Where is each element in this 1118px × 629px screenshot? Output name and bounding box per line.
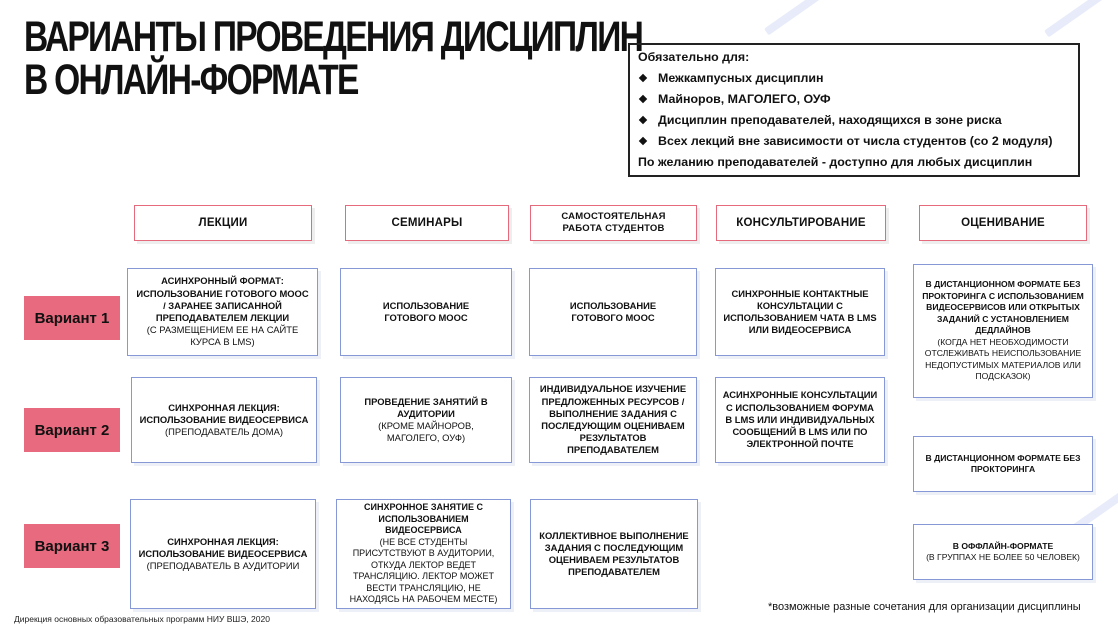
cell-v1-lectures: АСИНХРОННЫЙ ФОРМАТ: ИСПОЛЬЗОВАНИЕ ГОТОВОГО МООС / ЗАРАНЕЕ ЗАПИСАННОЙ ПРЕПОДАВАТЕЛЕМ ЛЕКЦИИ (С РАЗМЕЩЕНИЕМ ЕЕ НА САЙТЕ КУРСА В LMS) [127,268,318,356]
page-title [24,13,643,104]
bullet-icon [639,116,647,124]
title-line-2: В ОНЛАЙН-ФОРМАТЕ [24,56,358,104]
bullet-icon [639,95,647,103]
requirements-heading: Обязательно для: [638,50,750,64]
variant-label-2: Вариант 2 [24,408,120,452]
requirement-item: Всех лекций вне зависимости от числа студентов (со 2 модуля) [638,134,1070,148]
requirements-footer: По желанию преподавателей - доступно для любых дисциплин [638,155,1033,169]
column-header-consulting: КОНСУЛЬТИРОВАНИЕ [716,205,886,241]
cell-v2-lectures: СИНХРОННАЯ ЛЕКЦИЯ: ИСПОЛЬЗОВАНИЕ ВИДЕОСЕРВИСА (ПРЕПОДАВАТЕЛЬ ДОМА) [131,377,317,463]
cell-v1-self-study: ИСПОЛЬЗОВАНИЕ ГОТОВОГО МООС [529,268,697,356]
cell-v2-assessment: В ДИСТАНЦИОННОМ ФОРМАТЕ БЕЗ ПРОКТОРИНГА [913,436,1093,492]
variant-label-1: Вариант 1 [24,296,120,340]
cell-v2-seminars: ПРОВЕДЕНИЕ ЗАНЯТИЙ В АУДИТОРИИ (КРОМЕ МАЙНОРОВ, МАГОЛЕГО, ОУФ) [340,377,512,463]
decorative-stripe [764,0,826,35]
requirement-item: Дисциплин преподавателей, находящихся в зоне риска [638,113,1070,127]
bullet-icon [639,74,647,82]
requirement-item: Межкампусных дисциплин [638,71,1070,85]
column-header-lectures: ЛЕКЦИИ [134,205,312,241]
cell-v3-self-study: КОЛЛЕКТИВНОЕ ВЫПОЛНЕНИЕ ЗАДАНИЯ С ПОСЛЕДУЮЩИМ ОЦЕНИВАЕМ РЕЗУЛЬТАТОВ ПРЕПОДАВАТЕЛЕМ [530,499,698,609]
requirements-box [628,43,1080,177]
column-header-seminars: СЕМИНАРЫ [345,205,509,241]
column-header-assessment: ОЦЕНИВАНИЕ [919,205,1087,241]
requirement-item: Майноров, МАГОЛЕГО, ОУФ [638,92,1070,106]
decorative-stripe [1044,0,1106,37]
column-header-self-study: САМОСТОЯТЕЛЬНАЯ РАБОТА СТУДЕНТОВ [530,205,697,241]
footer-credit: Дирекция основных образовательных программ НИУ ВШЭ, 2020 [14,614,270,624]
cell-v1-seminars: ИСПОЛЬЗОВАНИЕ ГОТОВОГО МООС [340,268,512,356]
footer-note: *возможные разные сочетания для организации дисциплины [768,601,1081,613]
variant-label-3: Вариант 3 [24,524,120,568]
cell-v3-assessment: В ОФФЛАЙН-ФОРМАТЕ (В ГРУППАХ НЕ БОЛЕЕ 50 ЧЕЛОВЕК) [913,524,1093,580]
cell-v1-assessment: В ДИСТАНЦИОННОМ ФОРМАТЕ БЕЗ ПРОКТОРИНГА С ИСПОЛЬЗОВАНИЕМ ВИДЕОСЕРВИСОВ ИЛИ ОТКРЫТЫХ ЗАДАНИЙ С УСТАНОВЛЕНИЕМ ДЕДЛАЙНОВ (КОГДА НЕТ НЕОБХОДИМОСТИ ОТСЛЕЖИВАТЬ НЕИСПОЛЬЗОВАНИЕ НЕДОПУСТИМЫХ МАТЕРИАЛОВ ИЛИ ПОДСКАЗОК) [913,264,1093,398]
cell-v3-seminars: СИНХРОННОЕ ЗАНЯТИЕ С ИСПОЛЬЗОВАНИЕМ ВИДЕОСЕРВИСА (НЕ ВСЕ СТУДЕНТЫ ПРИСУТСТВУЮТ В АУДИТОРИИ, ОТКУДА ЛЕКТОР ВЕДЕТ ТРАНСЛЯЦИЮ. ЛЕКТОР МОЖЕТ ВЕСТИ ТРАНСЛЯЦИЮ, НЕ НАХОДЯСЬ НА РАБОЧЕМ МЕСТЕ) [336,499,511,609]
cell-v1-consulting: СИНХРОННЫЕ КОНТАКТНЫЕ КОНСУЛЬТАЦИИ С ИСПОЛЬЗОВАНИЕМ ЧАТА В LMS ИЛИ ВИДЕОСЕРВИСА [715,268,885,356]
cell-v2-consulting: АСИНХРОННЫЕ КОНСУЛЬТАЦИИ С ИСПОЛЬЗОВАНИЕМ ФОРУМА В LMS ИЛИ ИНДИВИДУАЛЬНЫХ СООБЩЕНИЙ В LMS ИЛИ ПО ЭЛЕКТРОННОЙ ПОЧТЕ [715,377,885,463]
bullet-icon [639,137,647,145]
cell-v2-self-study: ИНДИВИДУАЛЬНОЕ ИЗУЧЕНИЕ ПРЕДЛОЖЕННЫХ РЕСУРСОВ / ВЫПОЛНЕНИЕ ЗАДАНИЯ С ПОСЛЕДУЮЩИМ ОЦЕНИВАЕМ РЕЗУЛЬТАТОВ ПРЕПОДАВАТЕЛЕМ [529,377,697,463]
cell-v3-lectures: СИНХРОННАЯ ЛЕКЦИЯ: ИСПОЛЬЗОВАНИЕ ВИДЕОСЕРВИСА (ПРЕПОДАВАТЕЛЬ В АУДИТОРИИ [130,499,316,609]
title-line-1: ВАРИАНТЫ ПРОВЕДЕНИЯ ДИСЦИПЛИН [24,13,643,61]
